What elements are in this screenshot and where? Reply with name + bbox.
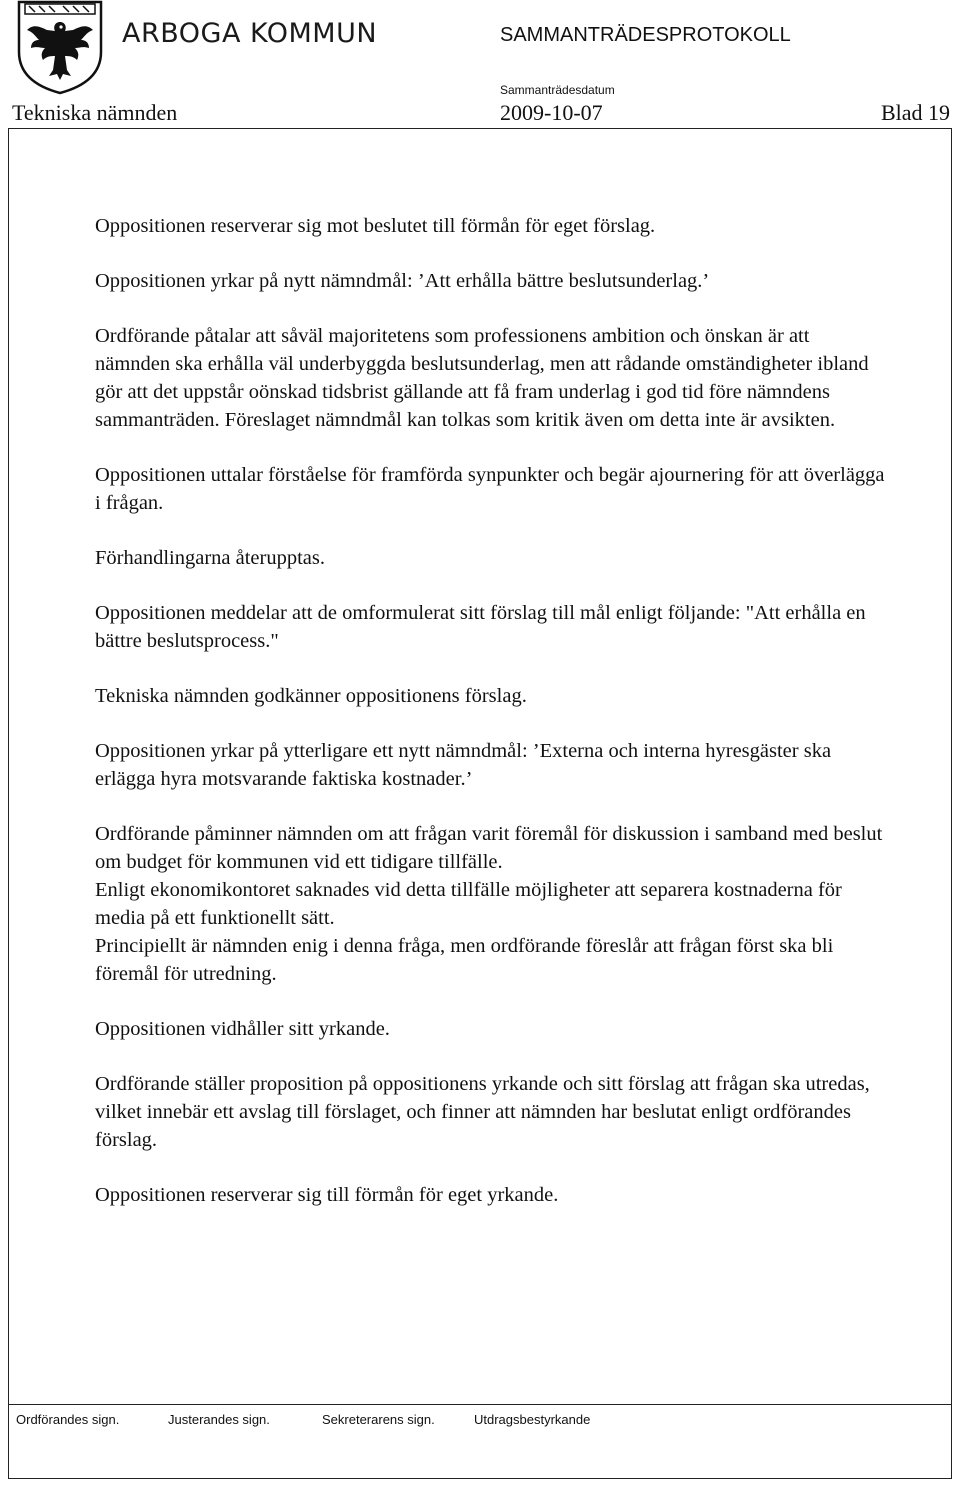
committee-name: Tekniska nämnden xyxy=(12,100,178,125)
paragraph: Oppositionen uttalar förståelse för framförda synpunkter och begär ajournering för att överlägga i frågan. xyxy=(95,464,885,514)
page-number: Blad 19 xyxy=(880,100,950,125)
paragraph: Ordförande påtalar att såväl majoritetens som professionens ambition och önskan är att nämnden ska erhålla väl underbyggda beslutsunderlag, men att rådande omständigheter ibland gör att det uppstår oönskad tidsbrist gällande att få fram underlag i god tid före nämndens sammanträden. Föreslaget nämndmål kan tolkas som kritik även om detta inte är avsikten. xyxy=(95,325,869,431)
organization-name: ARBOGA KOMMUN xyxy=(122,18,378,49)
meeting-date: 2009-10-07 xyxy=(500,100,603,125)
coat-of-arms-icon xyxy=(15,0,105,95)
paragraph: Ordförande påminner nämnden om att frågan varit föremål för diskussion i samband med beslut om budget för kommunen vid ett tidigare tillfälle. xyxy=(95,823,883,873)
signature-row xyxy=(16,1412,634,1427)
paragraph: Tekniska nämnden godkänner oppositionens förslag. xyxy=(95,685,527,707)
paragraph: Oppositionen meddelar att de omformulerat sitt förslag till mål enligt följande: "Att erhålla en bättre beslutsprocess." xyxy=(95,602,866,652)
paragraph: Förhandlingarna återupptas. xyxy=(95,547,325,569)
paragraph: Oppositionen reserverar sig mot beslutet till förmån för eget förslag. xyxy=(95,215,656,237)
minutes-body xyxy=(95,212,885,1236)
paragraph: Oppositionen reserverar sig till förmån för eget yrkande. xyxy=(95,1184,559,1206)
paragraph: Ordförande ställer proposition på oppositionens yrkande och sitt förslag att frågan ska utredas, vilket innebär ett avslag till förslaget, och finner att nämnden har beslutat enligt ordförandes förslag. xyxy=(95,1073,870,1151)
paragraph: Principiellt är nämnden enig i denna fråga, men ordförande föreslår att frågan först ska bli föremål för utredning. xyxy=(95,935,834,985)
paragraph: Oppositionen vidhåller sitt yrkande. xyxy=(95,1018,390,1040)
chair-signature-label: Ordförandes sign. xyxy=(16,1412,120,1427)
paragraph: Oppositionen yrkar på ytterligare ett nytt nämndmål: ’Externa och interna hyresgäster ska erlägga hyra motsvarande faktiska kostnader.’ xyxy=(95,740,832,790)
secretary-signature-label: Sekreterarens sign. xyxy=(322,1412,435,1427)
adjuster-signature-label: Justerandes sign. xyxy=(168,1412,270,1427)
meeting-date-label: Sammanträdesdatum xyxy=(500,83,615,97)
document-type: SAMMANTRÄDESPROTOKOLL xyxy=(500,24,791,46)
paragraph: Enligt ekonomikontoret saknades vid detta tillfälle möjligheter att separera kostnaderna för media på ett funktionellt sätt. xyxy=(95,879,842,929)
paragraph: Oppositionen yrkar på nytt nämndmål: ’Att erhålla bättre beslutsunderlag.’ xyxy=(95,270,710,292)
extract-certification-label: Utdragsbestyrkande xyxy=(474,1412,591,1427)
